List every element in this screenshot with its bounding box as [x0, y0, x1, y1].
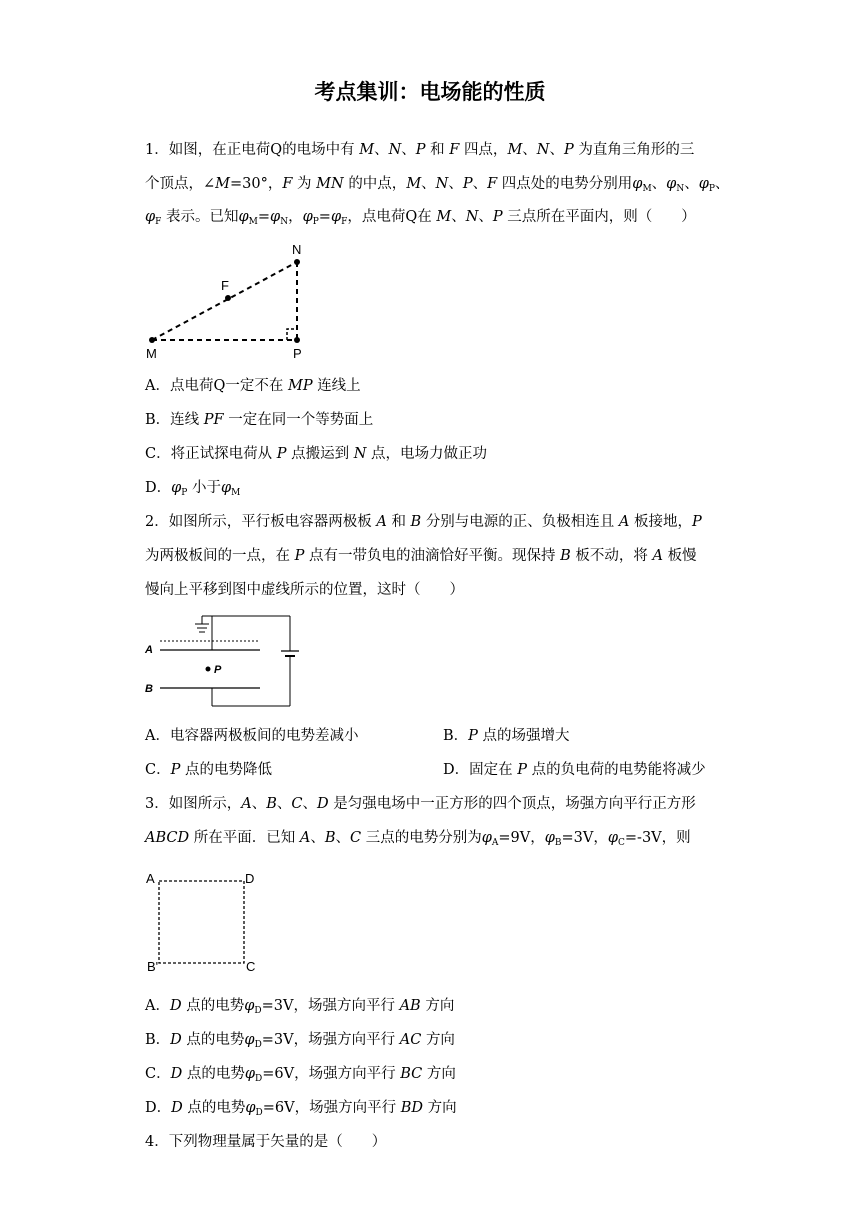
- q3-option-b: B．D 点的电势$\varphi_D=3V$，场强方向平行 AC 方向: [145, 1032, 455, 1050]
- point-m: [149, 337, 155, 343]
- q2-option-a: A．电容器两极板间的电势差减小: [145, 728, 359, 744]
- q1-option-a: A．点电荷Q一定不在 MP 连线上: [145, 378, 361, 394]
- q1-option-d: D．$\varphi_P$ 小于$\varphi_M$: [145, 480, 241, 498]
- label-f: F: [221, 278, 229, 293]
- q3-option-d: D．D 点的电势$\varphi_D=6V$，场强方向平行 BD 方向: [145, 1100, 457, 1118]
- point-p: [294, 337, 300, 343]
- q2-option-c: C．P 点的电势降低: [145, 762, 272, 778]
- point-f: [225, 295, 231, 301]
- q3-option-c: C．D 点的电势$\varphi_D=6V$，场强方向平行 BC 方向: [145, 1066, 456, 1084]
- label-b: B: [145, 683, 153, 695]
- label-p: P: [293, 346, 302, 361]
- q1-triangle-figure: [140, 240, 315, 365]
- label-c: C: [246, 959, 256, 974]
- square-abcd: [159, 881, 244, 963]
- q2-option-d: D．固定在 P 点的负电荷的电势能将减少: [443, 762, 706, 778]
- q1-option-b: B．连线 PF 一定在同一个等势面上: [145, 412, 374, 428]
- q2-capacitor-figure: [140, 608, 300, 713]
- line-mn: [152, 262, 297, 340]
- point-n: [294, 259, 300, 265]
- label-a: A: [145, 644, 153, 656]
- q1-line-1: 1．如图，在正电荷Q的电场中有 M、N、P 和 F 四点，M、N、P 为直角三角形的三: [145, 142, 695, 158]
- q1-line-3: $\varphi_F$ 表示。已知$\varphi_M=\varphi_N$，$\varphi_P=\varphi_F$，点电荷Q在 M、N、P 三点所在平面内，则（ ）: [145, 209, 696, 227]
- q3-line-2: ABCD 所在平面．已知 A、B、C 三点的电势分别为$\varphi_A=9V$，$\varphi_B=3V$，$\varphi_C=-3V$，则: [145, 830, 691, 848]
- q1-option-c: C．将正试探电荷从 P 点搬运到 N 点，电场力做正功: [145, 446, 487, 462]
- label-a: A: [146, 871, 155, 886]
- q4-line-1: 4．下列物理量属于矢量的是（ ）: [145, 1134, 387, 1150]
- label-n: N: [292, 242, 302, 257]
- q1-line-2: 个顶点，∠M=30°，F 为 MN 的中点，M、N、P、F 四点处的电势分别用$\varphi_M$、$\varphi_N$、$\varphi_P$、: [145, 176, 730, 194]
- point-p: [206, 667, 211, 672]
- q2-option-b: B．P 点的场强增大: [443, 728, 570, 744]
- q3-line-1: 3．如图所示，A、B、C、D 是匀强电场中一正方形的四个顶点，场强方向平行正方形: [145, 796, 696, 812]
- label-p: P: [214, 664, 222, 676]
- q2-line-2: 为两极板间的一点，在 P 点有一带负电的油滴恰好平衡。现保持 B 板不动，将 A 板慢: [145, 548, 697, 564]
- page-title: 考点集训：电场能的性质: [314, 80, 546, 104]
- q2-line-1: 2．如图所示，平行板电容器两极板 A 和 B 分别与电源的正、负极相连且 A 板接地，P: [145, 514, 702, 530]
- q3-option-a: A．D 点的电势$\varphi_D=3V$，场强方向平行 AB 方向: [145, 998, 455, 1016]
- q3-square-figure: [142, 866, 267, 978]
- label-b: B': [147, 959, 159, 974]
- label-d: D: [245, 871, 255, 886]
- label-m: M: [146, 346, 157, 361]
- q2-line-3: 慢向上平移到图中虚线所示的位置，这时（ ）: [145, 582, 464, 598]
